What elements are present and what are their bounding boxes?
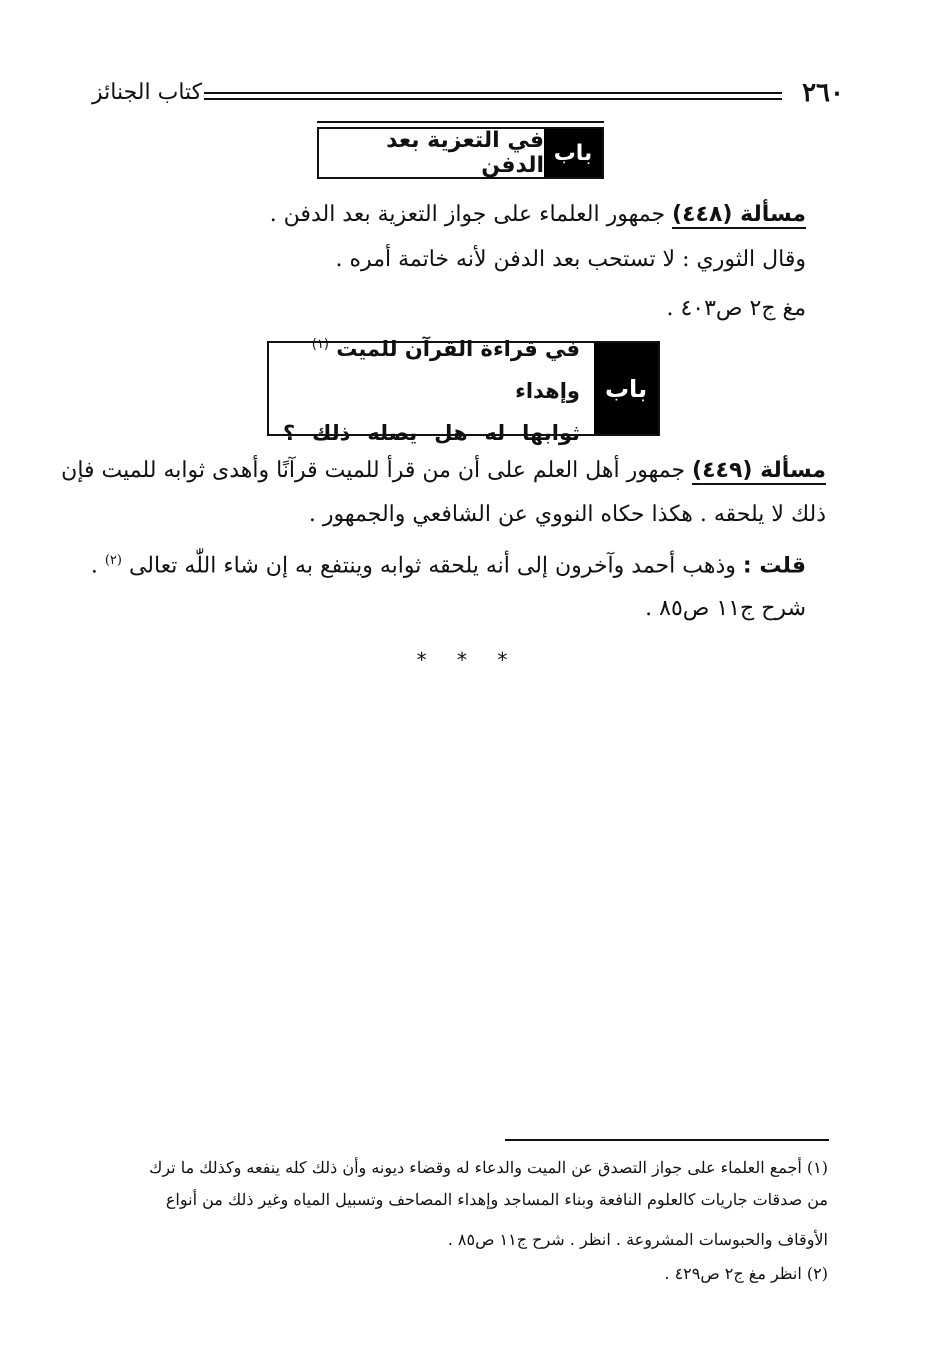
issue-line bbox=[61, 456, 826, 486]
reference-line: مغ ج٢ ص٤٠٣ . bbox=[666, 296, 806, 321]
running-header bbox=[92, 78, 844, 118]
footnote-rule bbox=[505, 1139, 829, 1141]
issue-text: جمهور أهل العلم على أن من قرأ للميت قرآنًا وأهدى ثوابه للميت فإن bbox=[61, 458, 693, 483]
reference-line: شرح ج١١ ص٨٥ . bbox=[645, 596, 806, 621]
chapter-heading-box bbox=[317, 127, 604, 179]
issue-line bbox=[270, 200, 806, 230]
qultu-label: قلت : bbox=[742, 553, 806, 579]
book-title: كتاب الجنائز bbox=[92, 80, 203, 105]
footnote-line: (٢) انظر مغ ج٢ ص٤٢٩ . bbox=[664, 1264, 828, 1283]
text-line: ذلك لا يلحقه . هكذا حكاه النووي عن الشافعي والجمهور . bbox=[308, 502, 826, 527]
header-double-rule bbox=[204, 92, 782, 100]
chapter-label: باب bbox=[594, 343, 658, 434]
footnote-ref: (٢) bbox=[104, 553, 122, 568]
footnote-line: (١) أجمع العلماء على جواز التصدق عن الميت والدعاء له وقضاء ديونه وأن ذلك كله ينفعه وكذلك ما ترك bbox=[149, 1158, 828, 1177]
footnote-ref: (١) bbox=[311, 336, 329, 352]
section-separator: * * * bbox=[416, 648, 520, 672]
issue-label: مسألة (٤٤٨) bbox=[672, 202, 806, 227]
issue-label: مسألة (٤٤٩) bbox=[692, 458, 826, 483]
footnote-line: الأوقاف والحبوسات المشروعة . انظر . شرح ج١١ ص٨٥ . bbox=[447, 1230, 828, 1249]
chapter-label: باب bbox=[544, 129, 602, 177]
text-line: وقال الثوري : لا تستحب بعد الدفن لأنه خاتمة أمره . bbox=[335, 247, 806, 272]
chapter-heading-box bbox=[267, 336, 660, 445]
chapter-title-line-1: في قراءة القرآن للميت $^{(١)}$ وإهداء bbox=[311, 336, 580, 403]
chapter-title-line-2: ثوابها له هل يصله ذلك ؟ bbox=[283, 420, 580, 445]
chapter-box-top-rule bbox=[317, 121, 604, 123]
footnote-line: من صدقات جاريات كالعلوم النافعة وبناء المساجد وإهداء المصاحف وتسبيل المياه وغير ذلك من أنواع bbox=[165, 1190, 828, 1209]
page-number: ٢٦٠ bbox=[802, 78, 844, 108]
issue-text: جمهور العلماء على جواز التعزية بعد الدفن . bbox=[269, 202, 673, 227]
chapter-title bbox=[269, 336, 594, 445]
qultu-line: قلت : وذهب أحمد وآخرون إلى أنه يلحقه ثوابه وينتفع به إن شاء اللّٰه تعالى $^{(٢)}$ . bbox=[90, 553, 806, 579]
chapter-title: في التعزية بعد الدفن bbox=[386, 128, 544, 178]
